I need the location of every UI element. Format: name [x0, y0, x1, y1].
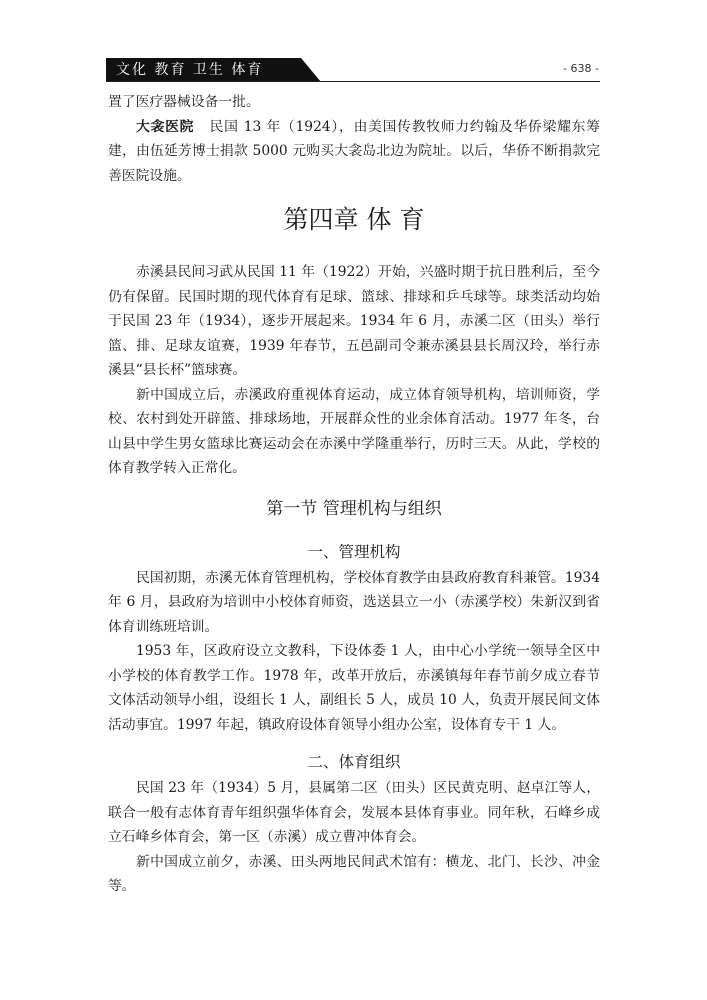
subsection-title: 二、体育组织 — [307, 753, 401, 771]
page-content — [108, 90, 600, 899]
page-number: - 638 - — [563, 62, 599, 75]
chapter-paragraph: 新中国成立后，赤溪政府重视体育运动，成立体育领导机构，培训师资，学校、农村到处开辟篮、排球场地，开展群众性的业余体育活动。1977 年冬，台山县中学生男女篮球比赛运动会在赤溪中学隆重举行，历时三天。从此，学校的体育教学转入正常化。 — [108, 386, 600, 476]
hospital-entry — [108, 115, 600, 189]
subsection-title: 一、管理机构 — [307, 542, 401, 561]
running-header-title: 文化 教育 卫生 体育 — [116, 62, 264, 78]
body-paragraph: 1953 年，区政府设立文教科，下设体委 1 人，由中心小学统一领导全区中小学校的体育教学工作。1978 年，改革开放后，赤溪镇每年春节前夕成立春节文体活动领导小组，设组长 1 人，副组长 5 人，成员 10 人，负责开展民间文体活动事宜。1997 年起，镇政府设体育领导小组办公室，设体育专干 1 人。 — [108, 643, 600, 733]
hospital-name: 大衾医院 — [136, 118, 195, 135]
body-paragraph: 民国 23 年（1934）5 月，县属第二区（田头）区民黄克明、赵卓江等人，联合一般有志体育青年组织强华体育会，发展本县体育事业。同年秋，石峰乡成立石峰乡体育会，第一区（赤溪）成立曹冲体育会。 — [108, 780, 600, 845]
chapter-title: 第四章 体 育 — [283, 205, 425, 234]
section-title: 第一节 管理机构与组织 — [266, 498, 442, 519]
chapter-paragraph: 赤溪县民间习武从民国 11 年（1922）开始，兴盛时期于抗日胜利后，至今仍有保留。民国时期的现代体育有足球、篮球、排球和乒乓球等。球类活动均始于民国 23 年（1934），逐步开展起来。1934 年 6 月，赤溪二区（田头）举行篮、排、足球友谊赛，1939 年春节，五邑副司令兼赤溪县县长周汉玲，举行赤溪县“县长杯”篮球赛。 — [108, 264, 600, 378]
header-rule — [106, 81, 600, 82]
hospital-description: 民国 13 年（1924），由美国传教牧师力约翰及华侨梁耀东筹建，由伍延芳博士捐款 5000 元购买大衾岛北边为院址。以后，华侨不断捐款完善医院设施。 — [108, 118, 600, 184]
body-paragraph: 新中国成立前夕，赤溪、田头两地民间武术馆有：横龙、北门、长沙、冲金等。 — [108, 853, 600, 894]
body-paragraph: 民国初期，赤溪无体育管理机构，学校体育教学由县政府教育科兼管。1934 年 6 月，县政府为培训中小校体育师资，选送县立一小（赤溪学校）朱新汉到省体育训练班培训。 — [108, 569, 600, 635]
continuation-paragraph: 置了医疗器械设备一批。 — [108, 94, 260, 110]
